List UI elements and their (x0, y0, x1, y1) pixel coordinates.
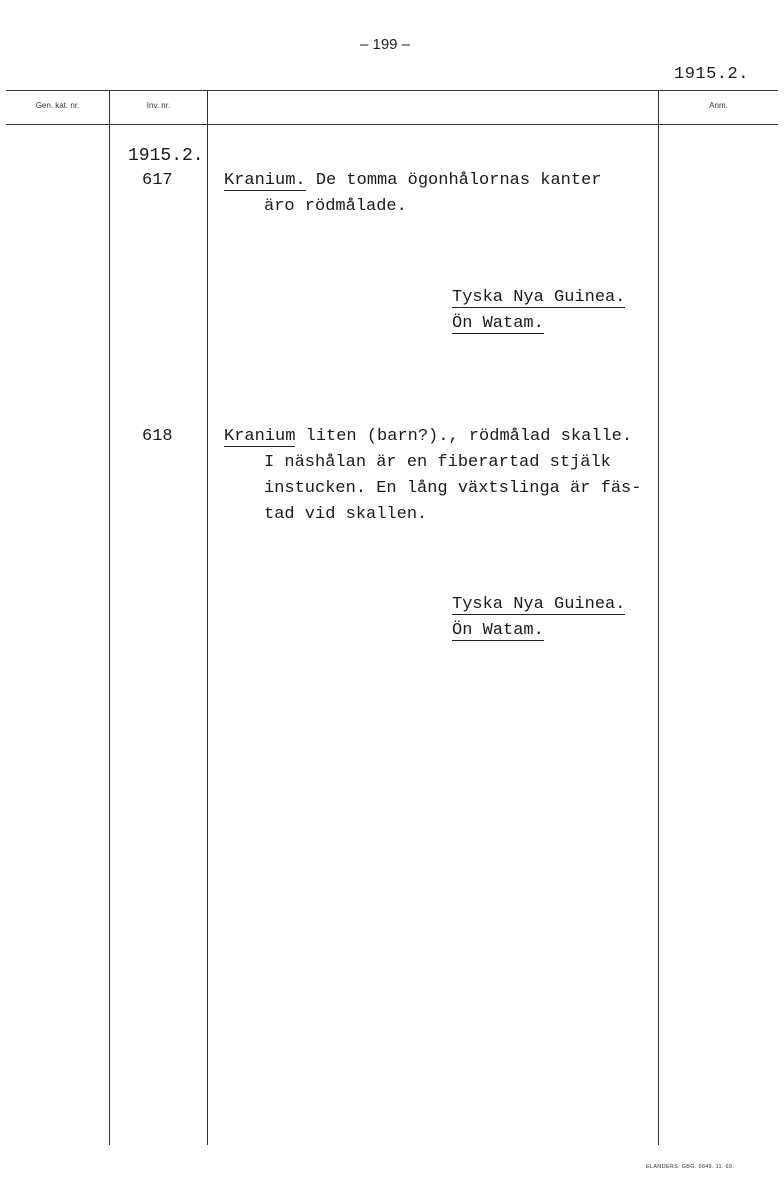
header-rule-top (6, 90, 778, 91)
page-number: – 199 – (359, 36, 411, 53)
header-rule-bottom (6, 124, 778, 125)
origin-region: Tyska Nya Guinea. (452, 595, 626, 614)
entry-title: Kranium (224, 427, 296, 446)
entry-text-line (224, 168, 601, 194)
printer-mark: ELANDERS. GBG. 9849. 11. 69. (646, 1164, 735, 1170)
entry-text-line: I näshålan är en fiberartad stjälk (264, 453, 611, 472)
entry-text: liten (barn?)., rödmålad skalle. (295, 427, 633, 446)
origin-region: Tyska Nya Guinea. (452, 288, 626, 307)
column-divider-gen-inv (109, 90, 110, 1145)
group-year: 1915.2. (128, 146, 204, 166)
column-divider-inv-main (207, 90, 208, 1145)
column-header-inv: Inv. nr. (146, 101, 171, 110)
entry-text: De tomma ögonhålornas kanter (305, 171, 602, 190)
column-header-anm: Anm. (709, 101, 728, 110)
origin-island: Ön Watam. (452, 621, 544, 640)
entry-text-line: tad vid skallen. (264, 505, 428, 524)
entry-text-line: äro rödmålade. (264, 197, 407, 216)
origin-island: Ön Watam. (452, 314, 544, 333)
column-header-gen-kat: Gen. kat. nr. (35, 101, 80, 110)
entry-text-line (224, 424, 632, 450)
column-divider-main-anm (658, 90, 659, 1145)
inventory-number: 618 (142, 427, 173, 446)
entry-title: Kranium. (224, 171, 306, 190)
entry-text-line: instucken. En lång växtslinga är fäs- (264, 479, 642, 498)
year-corner: 1915.2. (674, 65, 749, 84)
inventory-number: 617 (142, 171, 173, 190)
